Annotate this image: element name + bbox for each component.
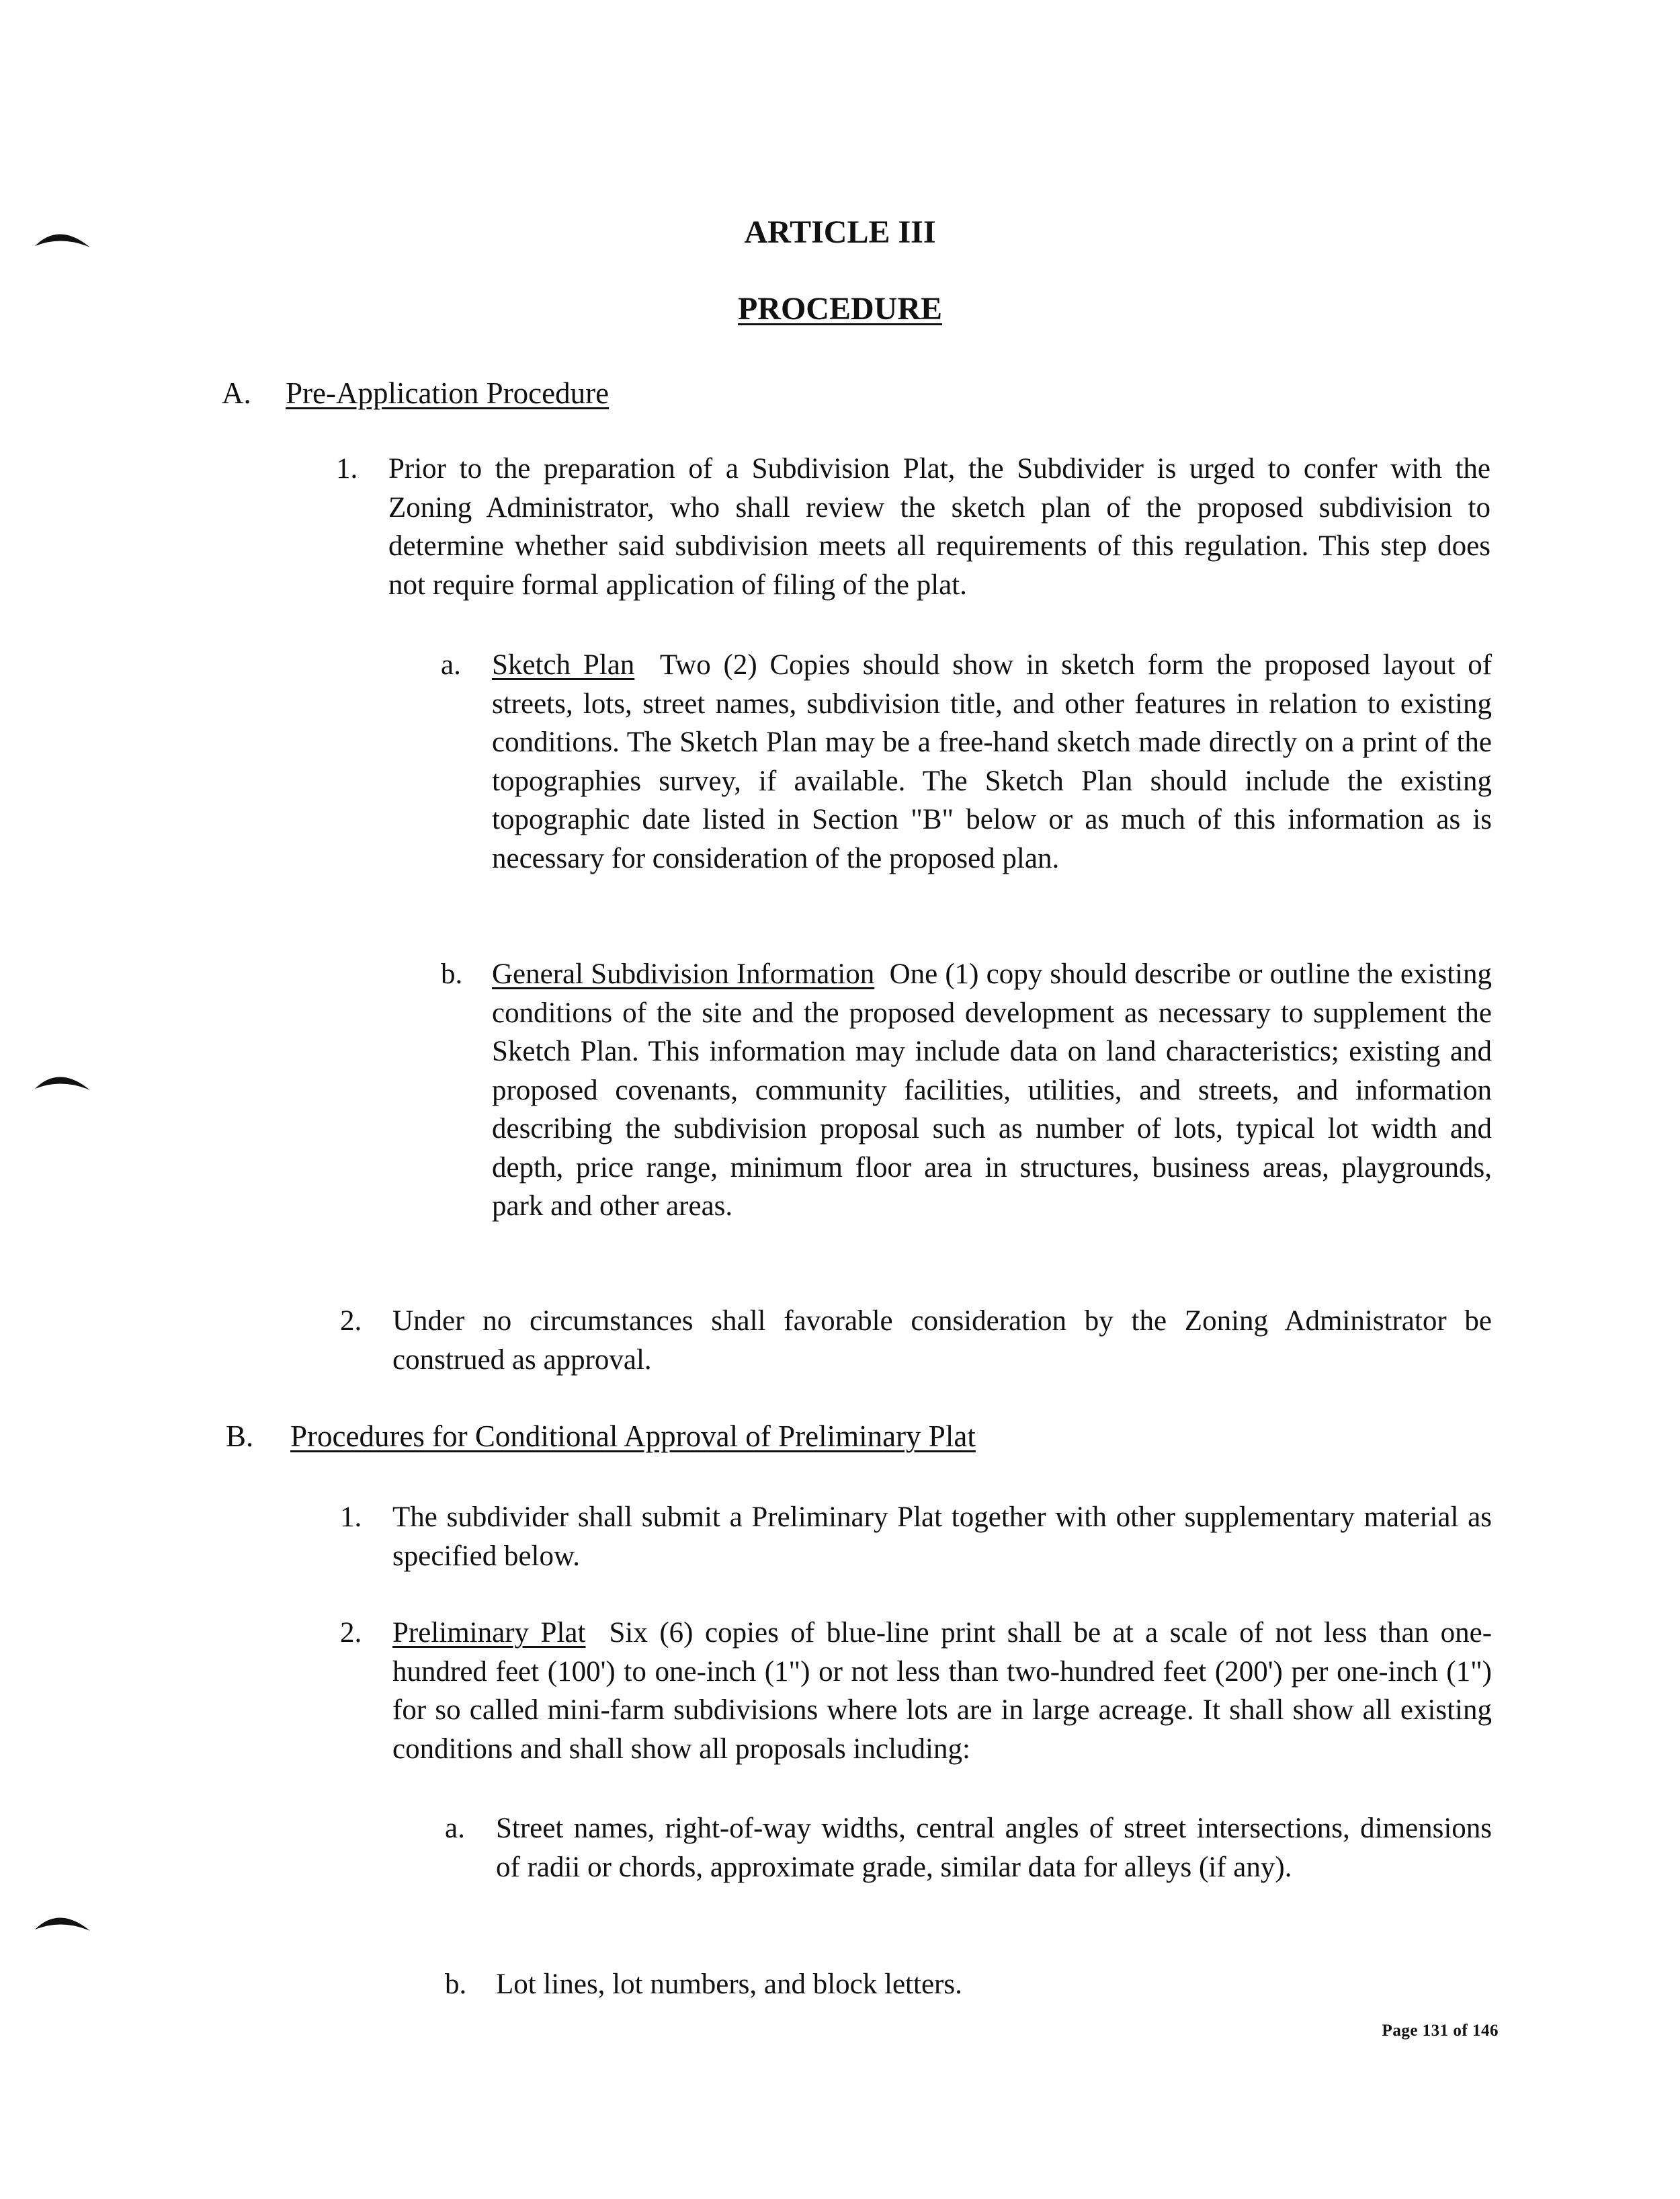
sketch-plan-text: Two (2) Copies should show in sketch form the proposed layout of streets, lots, street names, subdivision title, and other features in relation to existing conditions. The Sketch Plan may be a free-hand sketch made directly on a print of the topographies survey, if available. The Sketch Plan should include the existing topographic date listed in Section "B" below or as much of this information as is necessary for consideration of the proposed plan.	[492, 649, 1493, 874]
section-b-item2-paragraph	[392, 1614, 1492, 1768]
section-a-item2-text: Under no circumstances shall favorable consideration by the Zoning Administrator be construed as approval.	[392, 1305, 1492, 1376]
general-subdivision-info-label: General Subdivision Information	[492, 958, 875, 990]
section-a-item1-sub-a-marker: a.	[441, 649, 461, 681]
section-b-marker: B.	[226, 1419, 254, 1453]
article-title: ARTICLE III	[744, 214, 936, 250]
preliminary-plat-label: Preliminary Plat	[392, 1617, 586, 1649]
preliminary-plat-text: Six (6) copies of blue-line print shall be at a scale of not less than one-hundred feet (100') to one-inch (1") or not less than two-hundred feet (200') per one-inch (1") for so called mini-farm subdivisions where lots are in large acreage. It shall show all existing conditions and shall show all proposals including:	[392, 1617, 1493, 1765]
section-a-item1-marker: 1.	[336, 453, 358, 485]
section-a-title	[286, 374, 609, 413]
section-b-item1-text: The subdivider shall submit a Preliminary Plat together with other supplementary material as specified below.	[392, 1501, 1492, 1572]
section-b-item2-sub-b-text: Lot lines, lot numbers, and block letters.	[496, 1968, 962, 2000]
section-a-item1-sub-b-paragraph	[492, 955, 1492, 1226]
section-b-title-text: Procedures for Conditional Approval of Preliminary Plat	[290, 1419, 976, 1453]
section-b-title	[290, 1417, 976, 1456]
section-a-item1-sub-b-marker: b.	[441, 958, 463, 990]
section-a-title-text: Pre-Application Procedure	[286, 376, 610, 410]
general-subdivision-info-text: One (1) copy should describe or outline the existing conditions of the site and the proposed development as necessary to supplement the Sketch Plan. This information may include data on land characteristics; existing and proposed covenants, community facilities, utilities, and streets, and information describing the subdivision proposal such as number of lots, typical lot width and depth, price range, minimum floor area in structures, business areas, playgrounds, park and other areas.	[492, 958, 1492, 1222]
section-b-item2-sub-b-marker: b.	[445, 1968, 467, 2000]
punch-hole-mark-middle	[32, 1066, 93, 1093]
section-a-marker: A.	[222, 376, 251, 410]
section-b-item1-marker: 1.	[340, 1501, 362, 1533]
sketch-plan-label: Sketch Plan	[492, 649, 635, 681]
section-a-item2-marker: 2.	[340, 1305, 362, 1337]
section-b-item2-marker: 2.	[340, 1617, 362, 1649]
section-a-item1-sub-a-paragraph	[492, 646, 1492, 878]
article-subtitle	[0, 290, 1680, 327]
article-subtitle-text: PROCEDURE	[737, 291, 942, 327]
section-a-item1-text: Prior to the preparation of a Subdivision Plat, the Subdivider is urged to confer with the Zoning Administrator, who shall review the sketch plan of the proposed subdivision to determine whether said subdivision meets all requirements of this regulation. This step does not require formal application of filing of the plat.	[388, 453, 1490, 601]
section-b-item2-sub-a-marker: a.	[445, 1813, 465, 1844]
punch-hole-mark-bottom	[32, 1907, 93, 1934]
section-b-item2-sub-a-text: Street names, right-of-way widths, central angles of street intersections, dimensions of radii or chords, approximate grade, similar data for alleys (if any).	[496, 1813, 1492, 1883]
page-number: Page 131 of 146	[1382, 2022, 1499, 2040]
